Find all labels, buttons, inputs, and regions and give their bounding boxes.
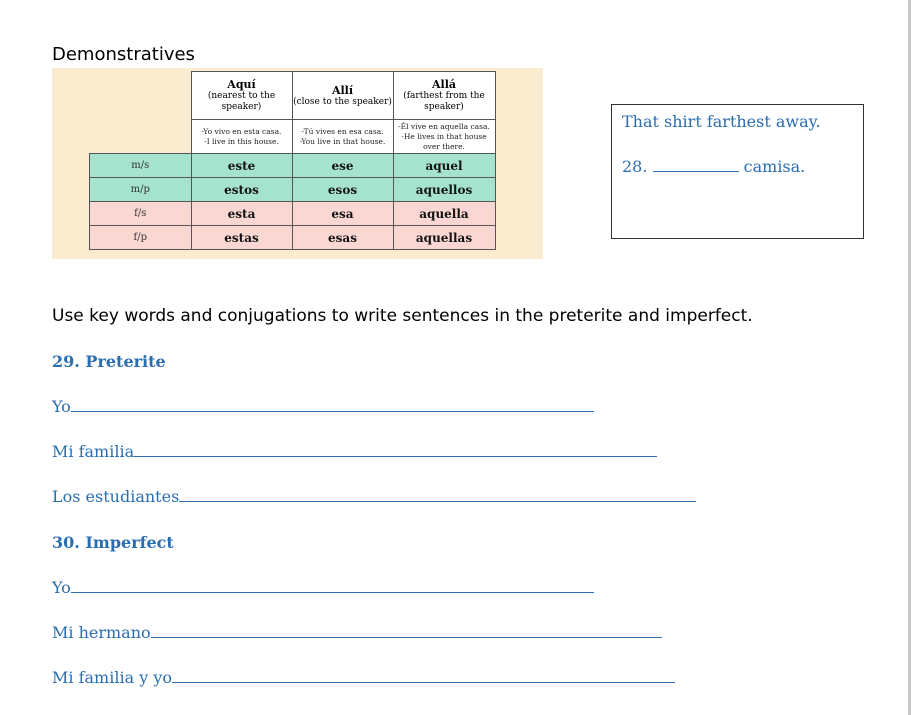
imperfect-line-3 <box>52 668 675 687</box>
table-cell: esas <box>292 226 393 250</box>
table-cell: esos <box>292 178 393 202</box>
row-label: f/s <box>90 202 192 226</box>
preterite-line-3 <box>52 487 696 506</box>
preterite-line-2 <box>52 442 657 461</box>
table-cell: aquel <box>393 154 495 178</box>
question-box <box>611 104 864 239</box>
header-aqui: Aquí (nearest to the speaker) <box>191 72 292 120</box>
line-prefix: Yo <box>52 578 71 597</box>
example-alla: -Él vive en aquella casa. -He lives in that house over there. <box>393 120 495 154</box>
row-label: m/s <box>90 154 192 178</box>
answer-line[interactable] <box>151 636 662 638</box>
table-cell: estos <box>191 178 292 202</box>
line-prefix: Yo <box>52 397 71 416</box>
item-number: 28. <box>622 157 648 176</box>
line-prefix: Mi familia <box>52 442 135 461</box>
row-label: m/p <box>90 178 192 202</box>
page-title: Demonstratives <box>52 44 195 65</box>
answer-line[interactable] <box>71 591 594 593</box>
answer-line[interactable] <box>134 455 657 457</box>
table-row <box>90 202 496 226</box>
table-blank <box>90 120 192 154</box>
instructions: Use key words and conjugations to write sentences in the preterite and imperfect. <box>52 306 753 326</box>
example-alli: -Tú vives en esa casa. -You live in that house. <box>292 120 393 154</box>
box-item <box>622 157 805 176</box>
table-cell: este <box>191 154 292 178</box>
line-prefix: Los estudiantes <box>52 487 180 506</box>
header-alla: Allá (farthest from the speaker) <box>393 72 495 120</box>
header-alli: Allí (close to the speaker) <box>292 72 393 120</box>
answer-line[interactable] <box>172 681 675 683</box>
answer-line[interactable] <box>71 410 594 412</box>
line-prefix: Mi hermano <box>52 623 151 642</box>
answer-blank[interactable] <box>653 157 739 172</box>
table-cell: aquellas <box>393 226 495 250</box>
row-label: f/p <box>90 226 192 250</box>
preterite-heading: 29. Preterite <box>52 352 166 371</box>
table-row <box>90 154 496 178</box>
table-cell: esa <box>292 202 393 226</box>
table-cell: estas <box>191 226 292 250</box>
table-row <box>90 178 496 202</box>
table-cell: ese <box>292 154 393 178</box>
demonstratives-table <box>89 71 496 250</box>
table-cell: esta <box>191 202 292 226</box>
table-cell: aquellos <box>393 178 495 202</box>
table-corner <box>90 72 192 120</box>
imperfect-heading: 30. Imperfect <box>52 533 174 552</box>
answer-line[interactable] <box>179 500 696 502</box>
preterite-line-1 <box>52 397 594 416</box>
example-aqui: -Yo vivo en esta casa. -I live in this house. <box>191 120 292 154</box>
box-prompt: That shirt farthest away. <box>622 112 821 131</box>
imperfect-line-1 <box>52 578 594 597</box>
table-row <box>90 226 496 250</box>
item-text: camisa. <box>743 157 806 176</box>
table-cell: aquella <box>393 202 495 226</box>
imperfect-line-2 <box>52 623 662 642</box>
line-prefix: Mi familia y yo <box>52 668 172 687</box>
